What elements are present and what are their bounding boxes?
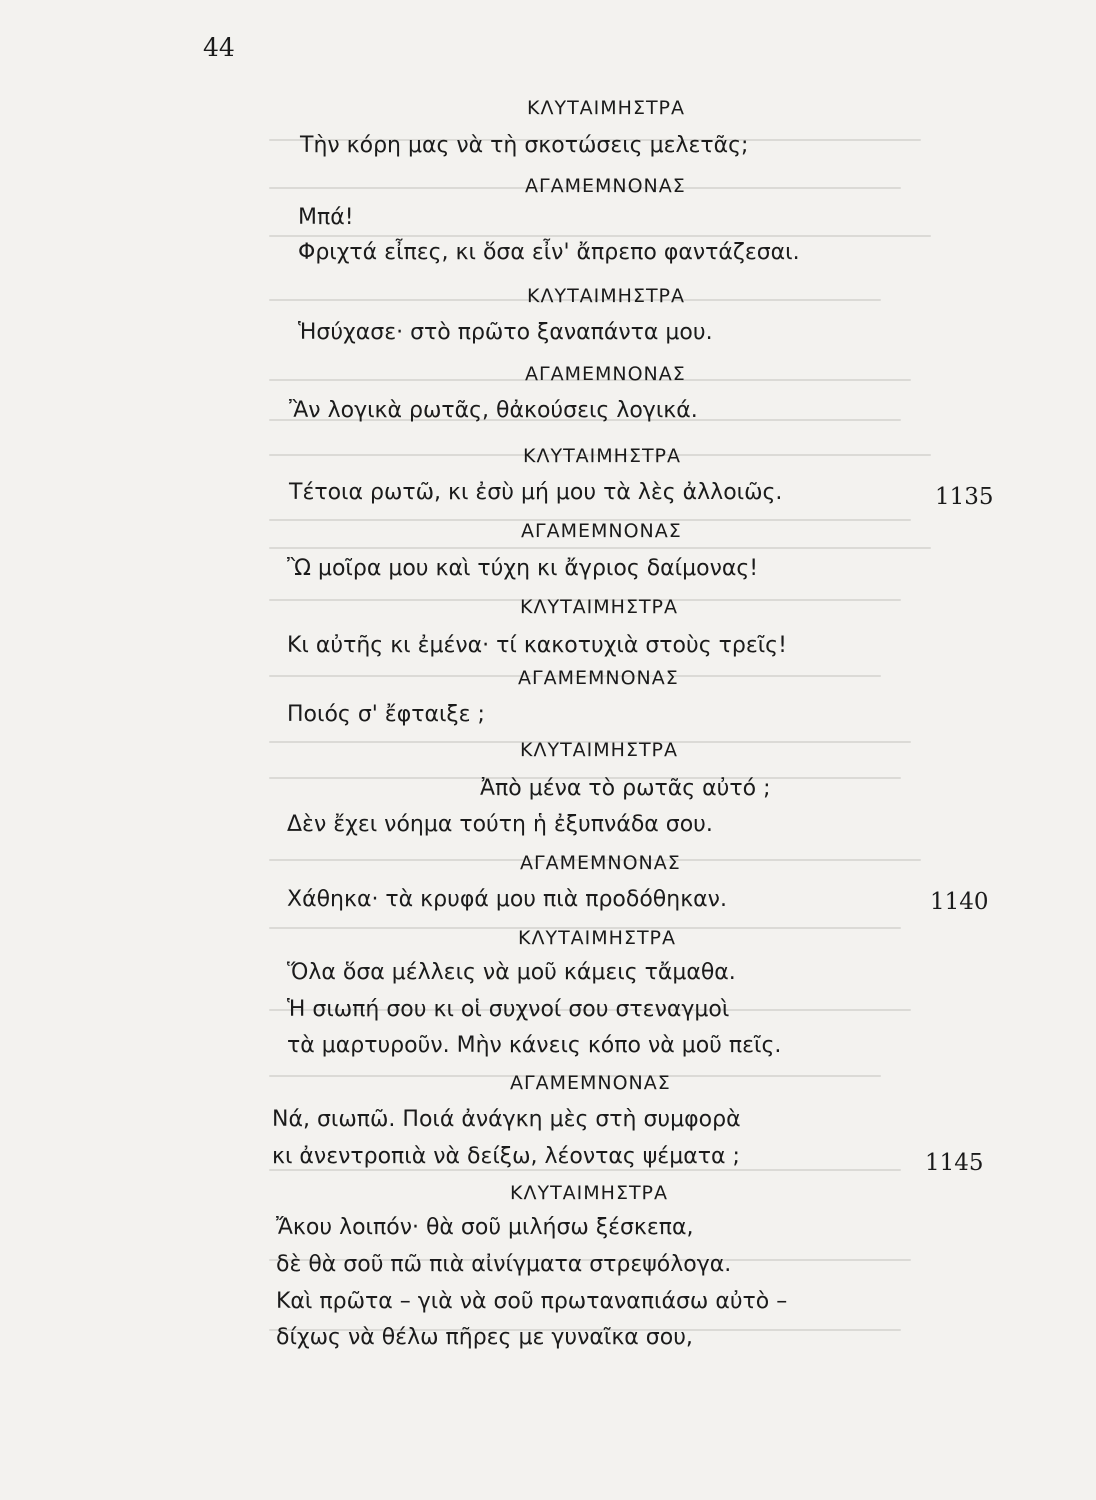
verse-line: Ἄκου λοιπόν· θὰ σοῦ μιλήσω ξέσκεπα, (276, 1215, 694, 1240)
verse-line: Ἡσύχασε· στὸ πρῶτο ξαναπάντα μου. (298, 320, 713, 345)
speaker-heading: ΚΛΥΤΑΙΜΗΣΤΡΑ (523, 445, 682, 467)
speaker-heading: ΑΓΑΜΕΜΝΟΝΑΣ (518, 667, 679, 689)
verse-line: Ἀπὸ μένα τὸ ρωτᾶς αὐτό ; (480, 776, 771, 801)
speaker-heading: ΑΓΑΜΕΜΝΟΝΑΣ (520, 852, 681, 874)
verse-line: Ὅλα ὅσα μέλλεις νὰ μοῦ κάμεις τἄμαθα. (287, 960, 736, 985)
speaker-heading: ΚΛΥΤΑΙΜΗΣΤΡΑ (527, 97, 686, 119)
page-number: 44 (203, 33, 235, 62)
verse-line: Ἡ σιωπή σου κι οἱ συχνοί σου στεναγμοὶ (287, 997, 730, 1022)
verse-line: Τὴν κόρη μας νὰ τὴ σκοτώσεις μελετᾶς; (300, 133, 749, 158)
speaker-heading: ΚΛΥΤΑΙΜΗΣΤΡΑ (520, 739, 679, 761)
speaker-heading: ΚΛΥΤΑΙΜΗΣΤΡΑ (510, 1182, 669, 1204)
verse-line: Κι αὐτῆς κι ἐμένα· τί κακοτυχιὰ στοὺς τρεῖς! (287, 633, 787, 658)
verse-line: δὲ θὰ σοῦ πῶ πιὰ αἰνίγματα στρεψόλογα. (276, 1252, 732, 1277)
verse-line: Δὲν ἔχει νόημα τούτη ἡ ἐξυπνάδα σου. (287, 812, 713, 837)
speaker-heading: ΑΓΑΜΕΜΝΟΝΑΣ (525, 363, 686, 385)
line-number: 1145 (925, 1150, 984, 1176)
speaker-heading: ΑΓΑΜΕΜΝΟΝΑΣ (510, 1072, 671, 1094)
speaker-heading: ΑΓΑΜΕΜΝΟΝΑΣ (525, 175, 686, 197)
line-number: 1135 (935, 484, 994, 510)
verse-line: κι ἀνεντροπιὰ νὰ δείξω, λέοντας ψέματα ; (272, 1144, 740, 1169)
speaker-heading: ΑΓΑΜΕΜΝΟΝΑΣ (521, 520, 682, 542)
verse-line: Τέτοια ρωτῶ, κι ἐσὺ μή μου τὰ λὲς ἀλλοιῶς. (289, 480, 783, 505)
speaker-heading: ΚΛΥΤΑΙΜΗΣΤΡΑ (518, 927, 677, 949)
verse-line: τὰ μαρτυροῦν. Μὴν κάνεις κόπο νὰ μοῦ πεῖς. (287, 1033, 782, 1058)
verse-line: Καὶ πρῶτα – γιὰ νὰ σοῦ πρωταναπιάσω αὐτὸ – (276, 1289, 788, 1314)
line-number: 1140 (930, 889, 989, 915)
speaker-heading: ΚΛΥΤΑΙΜΗΣΤΡΑ (520, 596, 679, 618)
verse-line: Χάθηκα· τὰ κρυφά μου πιὰ προδόθηκαν. (287, 887, 727, 912)
verse-line: Ποιός σ' ἔφταιξε ; (287, 702, 485, 727)
verse-line: Ἂν λογικὰ ρωτᾶς, θἀκούσεις λογικά. (289, 398, 698, 423)
verse-line: Νά, σιωπῶ. Ποιά ἀνάγκη μὲς στὴ συμφορὰ (272, 1107, 741, 1132)
verse-line: δίχως νὰ θέλω πῆρες με γυναῖκα σου, (276, 1325, 693, 1350)
verse-line: Μπά! (298, 205, 354, 230)
verse-line: Ὢ μοῖρα μου καὶ τύχη κι ἄγριος δαίμονας! (287, 556, 759, 581)
speaker-heading: ΚΛΥΤΑΙΜΗΣΤΡΑ (527, 285, 686, 307)
verse-line: Φριχτά εἶπες, κι ὅσα εἶν' ἄπρεπο φαντάζεσαι. (298, 240, 800, 265)
